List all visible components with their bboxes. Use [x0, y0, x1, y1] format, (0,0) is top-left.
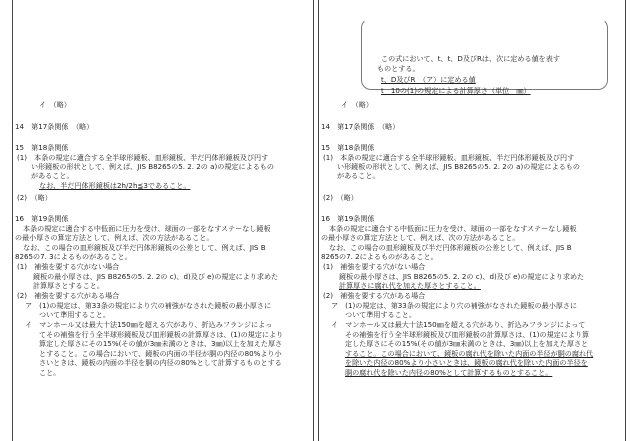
- left-b-line4: とすること。この場合において、鏡板の内面の半径が胴の内径の80%より小: [39, 349, 282, 358]
- right-a-line2: ついて準用すること。: [345, 310, 416, 319]
- right-s15-1-line1: (1) 本条の規定に適合する全半球形鏡板、皿形鏡板、半だ円体形鏡板及び円す: [323, 153, 575, 162]
- right-p2-line1: なお、この場合の皿形鏡板及び半だ円体形鏡板の公差として、例えば、JIS B: [329, 243, 572, 252]
- left-a-line2: ついて準用すること。: [39, 310, 110, 319]
- left-i2-line1: (2) 補強を要する穴がある場合: [17, 291, 120, 300]
- left-s15-1-note: なお、半だ円体形鏡板は2h/2h≦3であること。: [39, 181, 191, 190]
- left-section-14: 14 第17条関係 （略）: [15, 122, 94, 131]
- right-box-line3: t、D及びR （ア）に定める値: [381, 75, 476, 84]
- right-section-15-heading: 15 第18条関係: [321, 143, 375, 152]
- right-i1-line1: (1) 補強を要する穴がない場合: [323, 262, 426, 271]
- right-i2-line1: (2) 補強を要する穴がある場合: [323, 291, 426, 300]
- left-i1-line2: 鏡板の最小厚さは、JIS B8265の5. 2. 2の c)、d)及び e)の規定により求めた: [33, 272, 279, 281]
- left-s15-2: (2) （略）: [17, 193, 52, 202]
- left-p1-line1: 本条の規定に適合する中低面に圧力を受け、球面の一部をなすステーなし鏡板: [23, 224, 271, 233]
- right-s15-1-line2: い形鏡板の形状として、例えば、JIS B8265の5. 2. 2の a)の規定によるもの: [337, 162, 580, 171]
- left-b-line5: さいときは、鏡板の内面の半径を胴の内径の80%として計算するものとする: [39, 358, 282, 367]
- right-i1-line2: 鏡板の最小厚さは、JIS B8265の5. 2. 2の c)、d)及び e)の規定により求めた: [339, 272, 585, 281]
- right-s15-1-line3: があること。: [337, 171, 380, 180]
- right-p1-line1: 本条の規定に適合する中低面に圧力を受け、球面の一部をなすステーなし鏡板: [329, 224, 577, 233]
- left-column: [12, 0, 314, 441]
- left-p2-line2: 8265の7. 3によるものがあること。: [15, 252, 132, 261]
- left-item-i-omitted: イ （略）: [39, 100, 71, 109]
- left-b-line3: 算定した厚さにその15%(その値が3㎜未満のときは、3㎜)以上を加えた厚さ: [39, 339, 283, 348]
- left-p2-line1: なお、この場合の皿形鏡板及び半だ円体形鏡板の公差として、例えば、JIS B: [23, 243, 266, 252]
- left-b-line2: てその補強を行う全半球形鏡板及び皿形鏡板の計算厚さは、(1)の規定により: [39, 330, 284, 339]
- right-p2-line2: 8265の7. 2によるものがあること。: [321, 252, 438, 261]
- right-b-line3: 定した厚さにその15%(その値が3㎜未満のときは、3㎜)以上を加えた厚さと: [345, 339, 589, 348]
- left-s15-1-line1: (1) 本条の規定に適合する全半球形鏡板、皿形鏡板、半だ円体形鏡板及び円す: [17, 153, 269, 162]
- right-b-line5: を除いた内径の80%より小さいときは、鏡板の腐れ代を除いた内面の半径を: [345, 358, 588, 367]
- right-p1-line2: の最小厚さの算定方法として、例えば、次の方法があること。: [321, 233, 520, 242]
- right-box-line1: この式において、t、t、D及びRは、次に定める値を表す: [381, 54, 560, 63]
- left-a-line1: ア (1)の規定は、第33条の規定により穴の補強がなされた鏡板の最小厚さに: [25, 301, 272, 310]
- left-s15-1-line2: い形鏡板の形状として、例えば、JIS B8265の5. 2. 2の a)の規定によるもの: [31, 162, 274, 171]
- right-b-line4: すること。この場合において、鏡板の腐れ代を除いた内面の半径が胴の腐れ代: [345, 349, 594, 358]
- left-b-line6: こと。: [39, 368, 61, 377]
- right-b-line2: その補強を行う全半球形鏡板及び皿形鏡板の計算厚さは、(1)の規定により算: [345, 330, 590, 339]
- left-i1-line1: (1) 補強を要する穴がない場合: [17, 262, 120, 271]
- left-section-16-heading: 16 第19条関係: [15, 214, 69, 223]
- left-b-line1: イ マンホール又は最大十法150㎜を超える穴があり、折込みフランジによっ: [25, 320, 273, 329]
- right-s15-2: (2) （略）: [323, 193, 358, 202]
- left-section-15-heading: 15 第18条関係: [15, 143, 69, 152]
- left-p1-line2: の最小厚さの算定方法として、例えば、次の方法があること。: [15, 233, 214, 242]
- right-box-line2: ものとする。: [377, 64, 420, 73]
- right-b-line6: 胴の腐れ代を除いた内径の80%として計算するものとすること。: [345, 368, 553, 377]
- right-item-i-omitted: イ （略）: [341, 100, 373, 109]
- right-i1-line3: 計算厚さに腐れ代を加えた厚さとすること。: [339, 281, 481, 290]
- right-section-14: 14 第17条関係 （略）: [321, 122, 400, 131]
- left-i1-line3: 計算厚さとすること。: [33, 281, 104, 290]
- right-box-line4: t 10の(1)の規定による計算厚さ（単位 ㎜）: [381, 86, 531, 95]
- left-s15-1-line3: があること。: [31, 171, 74, 180]
- right-a-line1: ア (1)の規定は、第33条の規定により穴の補強がなされた鏡板の最小厚さに: [331, 301, 578, 310]
- right-column: [318, 0, 626, 441]
- right-b-line1: イ マンホール又は最大十法150㎜を超える穴があり、折込みフランジによって: [331, 320, 586, 329]
- right-section-16-heading: 16 第19条関係: [321, 214, 375, 223]
